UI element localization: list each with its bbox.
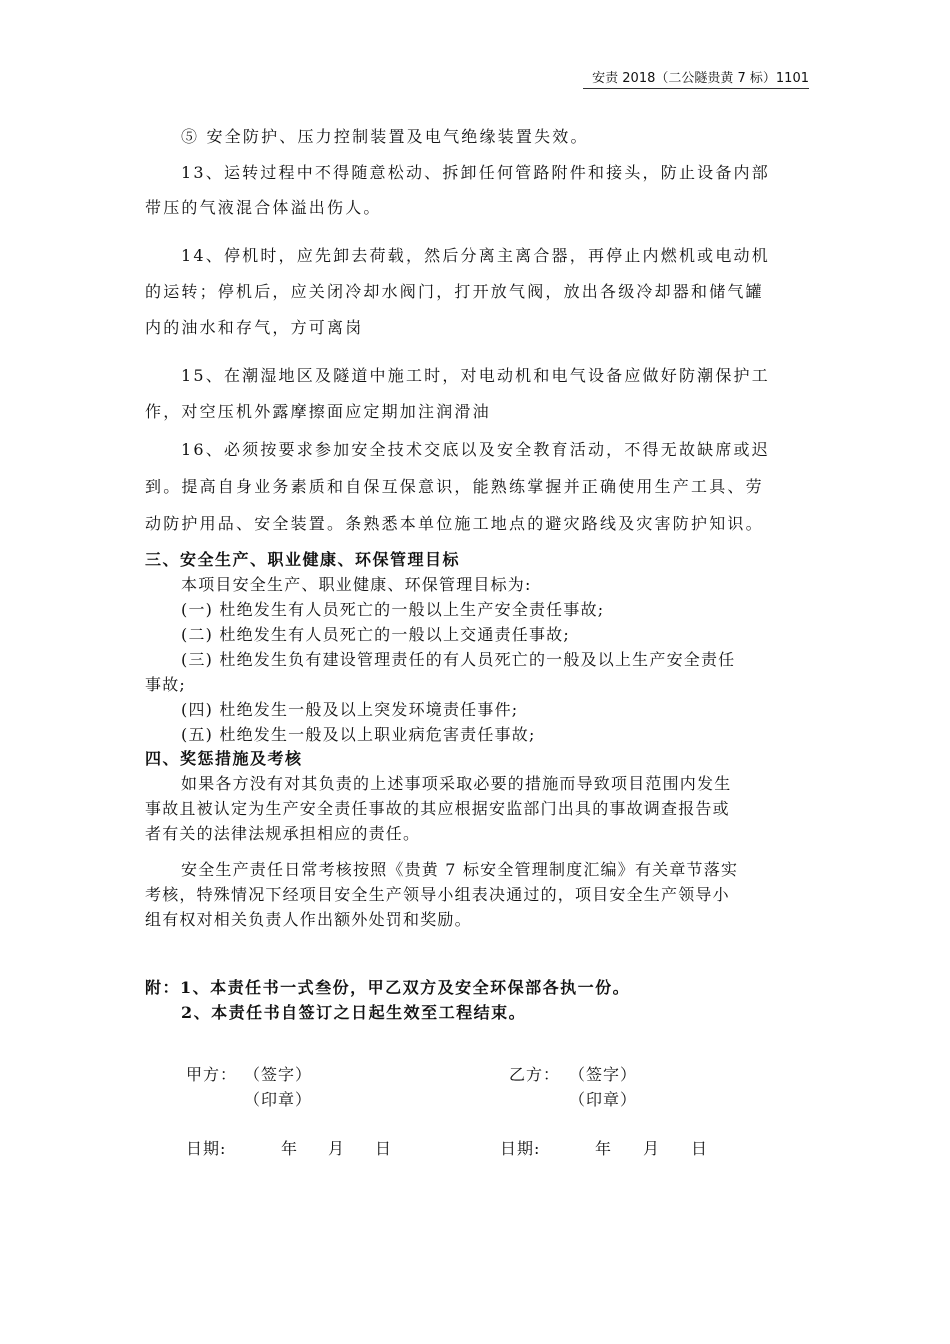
appendix-line-1: 附：1、本责任书一式叁份，甲乙双方及安全环保部各执一份。 — [145, 978, 631, 997]
item-16-line-3: 动防护用品、安全装置。条熟悉本单位施工地点的避灾路线及灾害防护知识。 — [145, 514, 764, 533]
goal-5: (五) 杜绝发生一般及以上职业病危害责任事故; — [181, 725, 536, 744]
party-a-date-year: 年 — [281, 1139, 299, 1158]
party-b-date-month: 月 — [643, 1139, 661, 1158]
section-4-para-1-line-1: 如果各方没有对其负责的上述事项采取必要的措施而导致项目范围内发生 — [181, 774, 732, 793]
section-4-para-2-line-2: 考核，特殊情况下经项目安全生产领导小组表决通过的，项目安全生产领导小 — [145, 885, 730, 904]
section-4-para-2-line-1: 安全生产责任日常考核按照《贵黄 7 标安全管理制度汇编》有关章节落实 — [181, 860, 739, 879]
section-4-heading: 四、奖惩措施及考核 — [145, 749, 303, 768]
party-b-date-day: 日 — [691, 1139, 709, 1158]
document-number-header: 安责 2018（二公隧贵黄 7 标）1101 — [583, 67, 809, 89]
section-4-para-2-line-3: 组有权对相关负责人作出额外处罚和奖励。 — [145, 910, 472, 929]
party-b-label: 乙方： — [509, 1065, 561, 1084]
section-3-heading: 三、安全生产、职业健康、环保管理目标 — [145, 550, 461, 569]
party-a-seal: （印章） — [244, 1090, 313, 1109]
party-b-seal: （印章） — [569, 1090, 638, 1109]
item-14-line-1: 14、停机时，应先卸去荷载，然后分离主离合器，再停止内燃机或电动机 — [181, 246, 770, 265]
goal-2: (二) 杜绝发生有人员死亡的一般以上交通责任事故; — [181, 625, 570, 644]
item-16-line-1: 16、必须按要求参加安全技术交底以及安全教育活动，不得无故缺席或迟 — [181, 440, 770, 459]
item-14-line-2: 的运转；停机后，应关闭冷却水阀门，打开放气阀，放出各级冷却器和储气罐 — [145, 282, 764, 301]
party-b-date-year: 年 — [595, 1139, 613, 1158]
party-b-date-label: 日期: — [500, 1139, 541, 1158]
item-5: ⑤ 安全防护、压力控制装置及电气绝缘装置失效。 — [181, 127, 589, 146]
item-15-line-2: 作，对空压机外露摩擦面应定期加注润滑油 — [145, 402, 491, 421]
item-15-line-1: 15、在潮湿地区及隧道中施工时，对电动机和电气设备应做好防潮保护工 — [181, 366, 770, 385]
goal-1: (一) 杜绝发生有人员死亡的一般以上生产安全责任事故; — [181, 600, 605, 619]
party-a-label: 甲方： — [186, 1065, 238, 1084]
party-a-date-day: 日 — [375, 1139, 393, 1158]
goal-3-line-1: (三) 杜绝发生负有建设管理责任的有人员死亡的一般及以上生产安全责任 — [181, 650, 736, 669]
item-13-line-1: 13、运转过程中不得随意松动、拆卸任何管路附件和接头，防止设备内部 — [181, 163, 770, 182]
party-a-date-label: 日期: — [186, 1139, 227, 1158]
item-16-line-2: 到。提高自身业务素质和自保互保意识，能熟练掌握并正确使用生产工具、劳 — [145, 477, 764, 496]
section-4-para-1-line-3: 者有关的法律法规承担相应的责任。 — [145, 824, 421, 843]
party-b-sign: （签字） — [569, 1065, 638, 1084]
party-a-date-month: 月 — [328, 1139, 346, 1158]
goal-3-line-2: 事故; — [145, 675, 186, 694]
party-a-sign: （签字） — [244, 1065, 313, 1084]
appendix-line-2: 2、本责任书自签订之日起生效至工程结束。 — [181, 1003, 527, 1022]
section-3-intro: 本项目安全生产、职业健康、环保管理目标为: — [181, 575, 532, 594]
item-14-line-3: 内的油水和存气，方可离岗 — [145, 318, 364, 337]
item-13-line-2: 带压的气液混合体溢出伤人。 — [145, 198, 382, 217]
goal-4: (四) 杜绝发生一般及以上突发环境责任事件; — [181, 700, 519, 719]
section-4-para-1-line-2: 事故且被认定为生产安全责任事故的其应根据安监部门出具的事故调查报告或 — [145, 799, 730, 818]
